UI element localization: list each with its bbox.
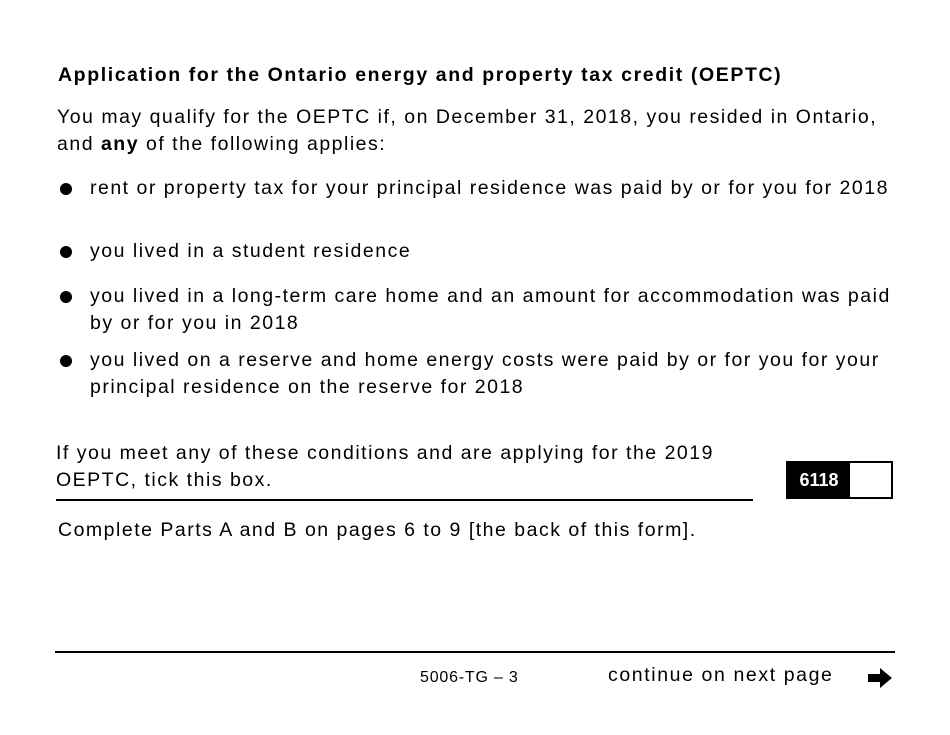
section-heading: Application for the Ontario energy and property tax credit (OEPTC) [58,64,783,86]
intro-text-start: You may qualify for the OEPTC if, on December 31, 2018, you resided in Ontario, and [57,106,878,155]
list-item-text: you lived in a long-term care home and an amount for accommodation was paid by or for you in 2018 [90,285,891,334]
continue-link[interactable]: continue on next page [608,664,834,686]
bullet-icon [60,355,72,367]
oeptc-checkbox[interactable] [850,463,891,497]
footer-divider [55,651,895,653]
divider [56,499,753,501]
list-item-text: you lived on a reserve and home energy costs were paid by or for you for your principal residence on the reserve for 2018 [90,349,880,398]
form-page-id: 5006-TG – 3 [420,669,519,686]
bullet-icon [60,246,72,258]
bullet-icon [60,183,72,195]
list-item-text: rent or property tax for your principal residence was paid by or for you for 2018 [90,177,889,199]
instruction-text: Complete Parts A and B on pages 6 to 9 [the back of this form]. [58,519,697,541]
bullet-icon [60,291,72,303]
oeptc-checkbox-field [786,461,893,499]
condition-text: If you meet any of these conditions and are applying for the 2019 OEPTC, tick this box. [56,442,714,491]
list-item-text: you lived in a student residence [90,240,412,262]
right-arrow-icon[interactable] [866,666,894,690]
intro-emphasis: any [100,133,140,155]
intro-text-end: of the following applies: [139,133,387,155]
line-code-label: 6118 [788,463,850,497]
intro-paragraph [57,104,917,158]
